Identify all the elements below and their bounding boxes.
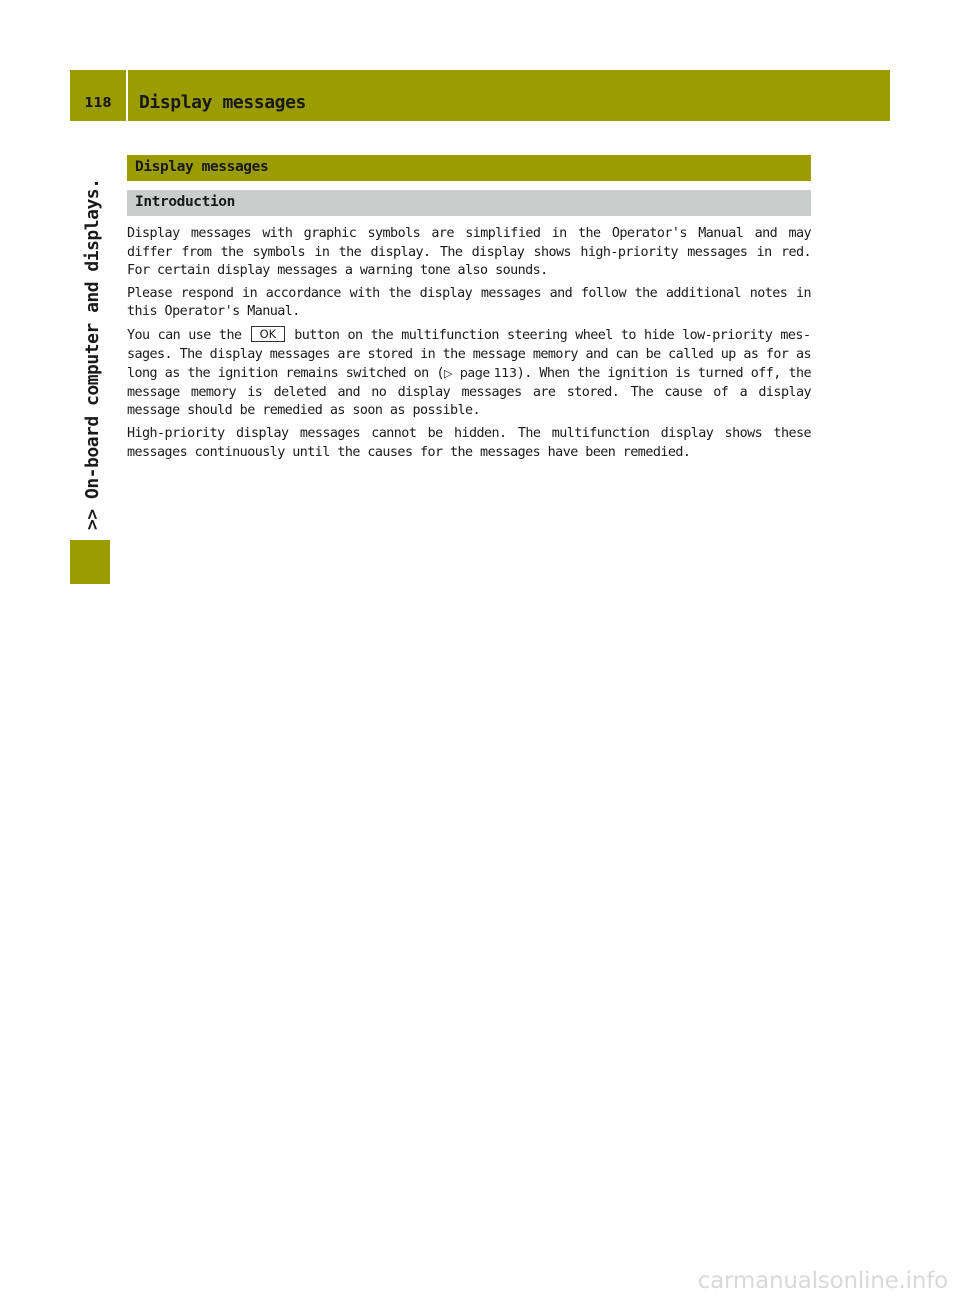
ok-key-icon: OK [251,326,286,342]
paragraph-4: High-priority display messages cannot be hidden. The multifunction display shows these messages continuously until the causes for the messages have been remedied. [127,425,811,460]
side-tab-chapter: >> On-board computer and displays. [82,178,103,530]
header-title: Display messages [139,92,306,113]
paragraph-3-middle: button on the multifunction steering wheel to hide low-priority messages. The display messages are stored in the message memory and can be called up as for as long as the ignition remains switched on ( [127,327,811,382]
page-number: 118 [84,96,112,111]
paragraph-3 [127,326,811,421]
watermark: carmanualsonline.info [697,1268,948,1294]
paragraph-1: Display messages with graphic symbols are simplified in the Operator's Manual and may differ from the symbols in the display. The display shows high-priority messages in red. For certain display messages a warning tone also sounds. [127,226,811,279]
paragraph-3-end: ). When the ignition is turned off, the message memory is deleted and no display messages are stored. The cause of a display message should be remedied as soon as possible. [127,366,811,419]
side-tab-block [70,540,110,584]
subsection-heading-bar [127,190,811,216]
section-heading: Display messages [135,159,269,175]
subsection-heading: Introduction [135,194,235,210]
page-reference-link[interactable]: page 113 [459,365,517,381]
header-title-box [128,70,890,121]
section-heading-bar [127,155,811,181]
body-text [127,225,811,466]
paragraph-3-start: You can use the [127,327,242,343]
paragraph-2: Please respond in accordance with the display messages and follow the additional notes in this Operator's Manual. [127,285,811,320]
page-number-box [70,70,126,121]
page-reference-arrow-icon: ▷ [443,367,453,381]
